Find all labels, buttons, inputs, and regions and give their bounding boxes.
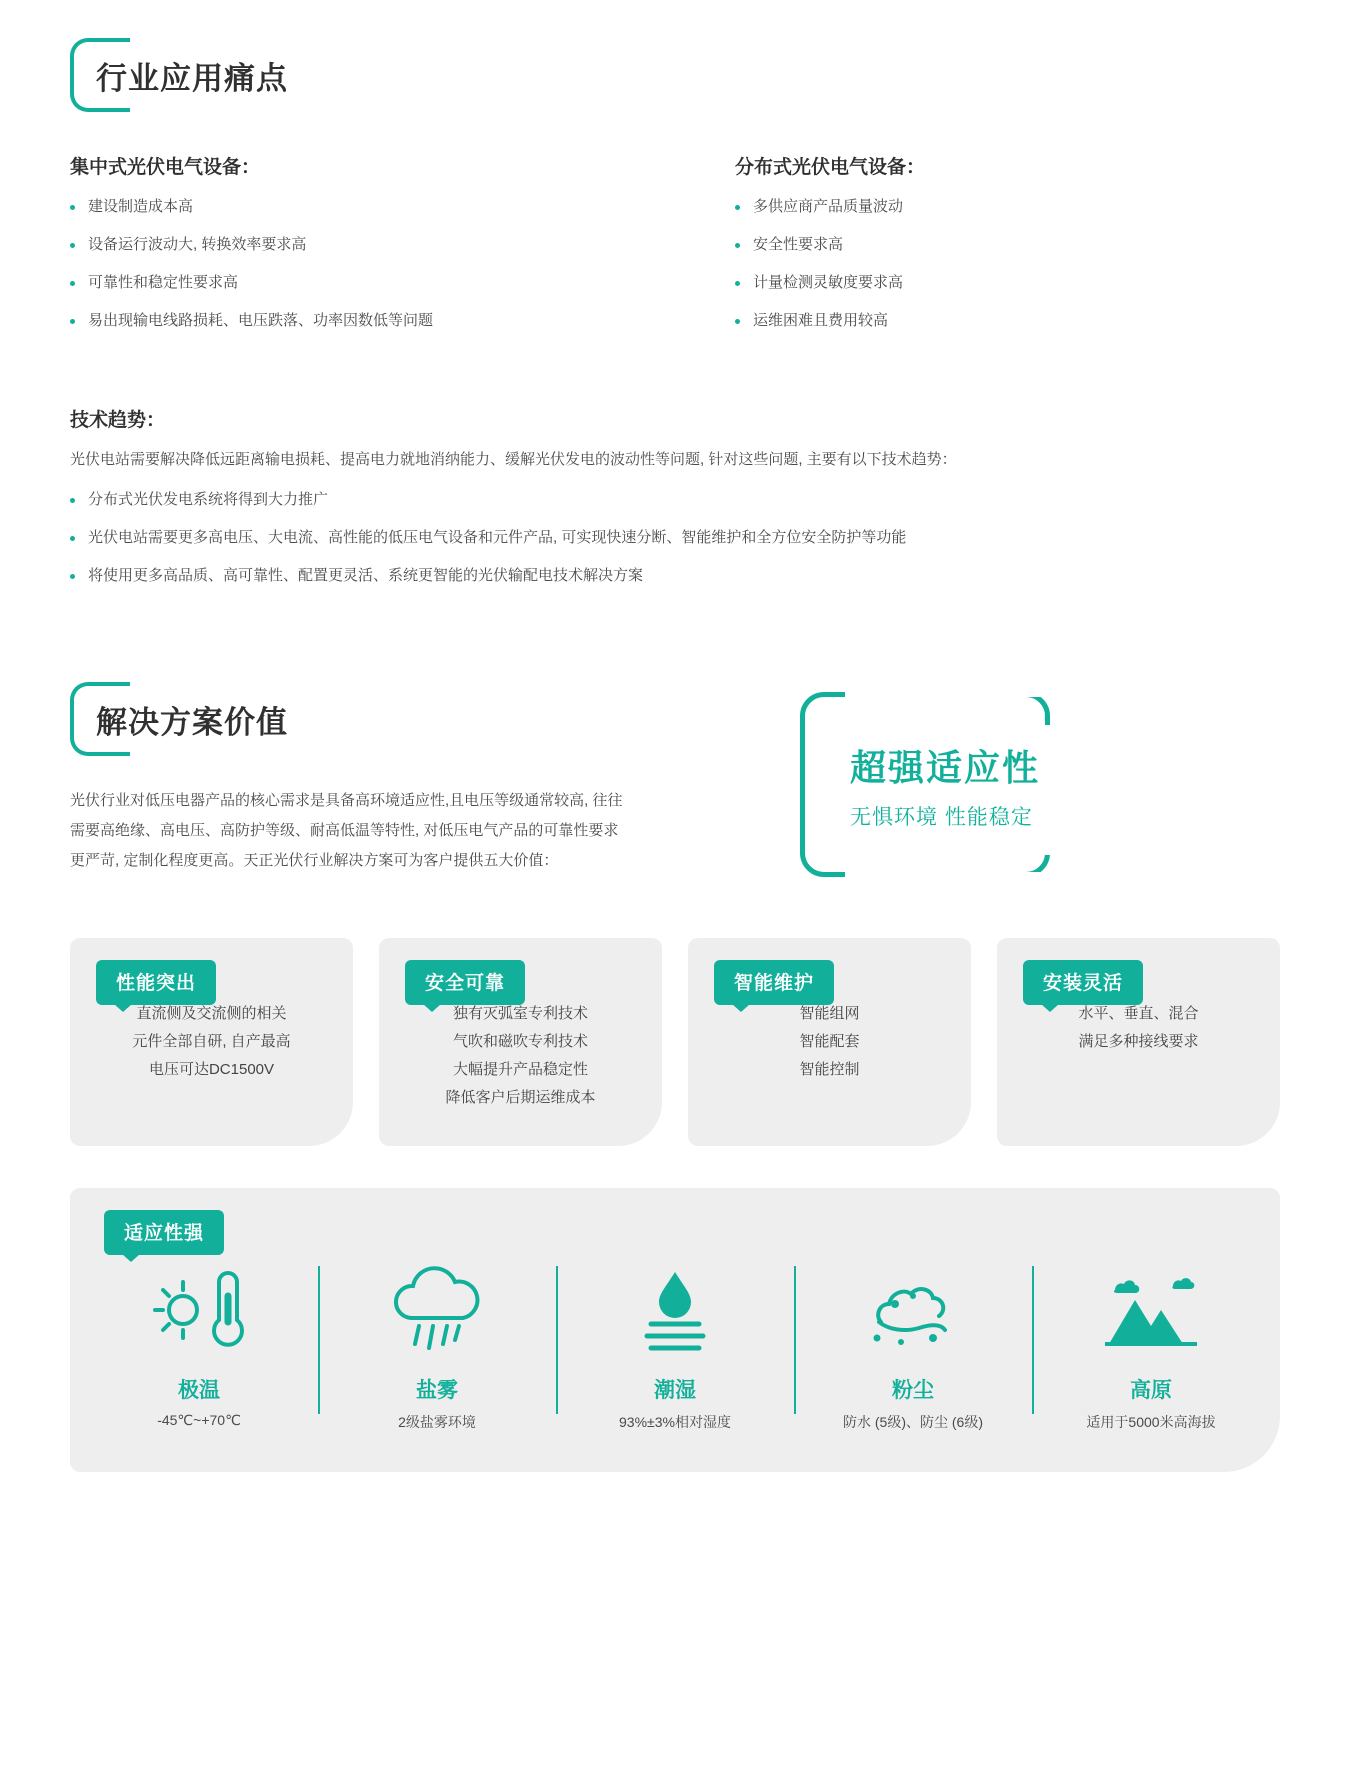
pain-column-distributed [675,152,1280,349]
pain-section-header [70,38,1280,112]
card-line: 满足多种接线要求 [1078,1033,1199,1050]
card-line: 气吹和磁吹专利技术 [452,1033,588,1050]
strip-item-value: 适用于5000米高海拔 [1086,1414,1216,1430]
strip-items [80,1262,1270,1432]
list-item: 可靠性和稳定性要求高 [70,273,675,293]
card-line: 大幅提升产品稳定性 [452,1061,588,1078]
card-tag: 安全可靠 [405,960,525,1005]
card-line: 智能控制 [799,1061,860,1078]
humidity-icon [566,1262,784,1358]
strip-item-name: 潮湿 [654,1379,696,1402]
strip-item-name: 粉尘 [892,1379,934,1402]
card-tag: 智能维护 [714,960,834,1005]
adaptability-banner [800,692,1100,877]
list-item: 安全性要求高 [735,235,1280,255]
value-card [379,938,662,1146]
card-body [393,1000,648,1112]
strip-item-dust [794,1262,1032,1432]
banner-headline: 超强适应性 [850,747,1041,788]
value-description: 光伏行业对低压电器产品的核心需求是具备高环境适应性,且电压等级通常较高, 往往需要高绝缘、高电压、高防护等级、耐高低温等特性, 对低压电气产品的可靠性要求更严苛, 定制化程度更高。天正光伏行业解决方案可为客户提供五大价值： [70,792,623,869]
list-item: 运维困难且费用较高 [735,311,1280,331]
value-section-title: 解决方案价值 [96,704,288,740]
banner-subhead: 无惧环境 性能稳定 [850,806,1033,829]
card-body [702,1000,957,1084]
strip-item-name: 极温 [178,1379,220,1402]
card-line: 智能配套 [799,1033,860,1050]
pain-column-title: 分布式光伏电气设备： [735,157,926,178]
pain-list-distributed [735,197,1280,331]
list-item: 设备运行波动大, 转换效率要求高 [70,235,675,255]
card-tag: 性能突出 [96,960,216,1005]
strip-item-name: 高原 [1130,1379,1172,1402]
temperature-icon [90,1262,308,1358]
value-section [70,682,1280,1472]
list-item: 光伏电站需要更多高电压、大电流、高性能的低压电气设备和元件产品, 可实现快速分断、智能维护和全方位安全防护等功能 [70,528,1280,548]
banner-text [850,740,1040,831]
strip-item-value: 防水 (5级)、防尘 (6级) [843,1414,983,1430]
strip-tag: 适应性强 [104,1210,224,1255]
pain-list-centralized [70,197,675,331]
value-card [688,938,971,1146]
strip-item-value: 2级盐雾环境 [398,1414,476,1430]
tech-trend-section [70,405,1280,586]
card-body [84,1000,339,1084]
strip-item-value: -45℃~+70℃ [157,1412,241,1428]
dust-icon [804,1262,1022,1358]
list-item: 易出现输电线路损耗、电压跌落、功率因数低等问题 [70,311,675,331]
list-item: 分布式光伏发电系统将得到大力推广 [70,490,1280,510]
plateau-icon [1042,1262,1260,1358]
strip-item-plateau [1032,1262,1270,1432]
value-card [70,938,353,1146]
page-title: 行业应用痛点 [96,60,288,96]
strip-item-name: 盐雾 [416,1379,458,1402]
card-line: 独有灭弧室专利技术 [452,1005,588,1022]
strip-item-humidity [556,1262,794,1432]
card-line: 直流侧及交流侧的相关 [136,1005,287,1022]
card-line: 电压可达DC1500V [148,1061,275,1078]
card-tag: 安装灵活 [1023,960,1143,1005]
salt-fog-icon [328,1262,546,1358]
strip-item-value: 93%±3%相对湿度 [619,1414,731,1430]
pain-column-title: 集中式光伏电气设备： [70,157,261,178]
card-line: 智能组网 [799,1005,860,1022]
list-item: 将使用更多高品质、高可靠性、配置更灵活、系统更智能的光伏输配电技术解决方案 [70,566,1280,586]
card-line: 水平、垂直、混合 [1078,1005,1199,1022]
strip-item-temperature [80,1262,318,1432]
strip-item-salt-fog [318,1262,556,1432]
card-line: 元件全部自研, 自产最高 [132,1033,291,1050]
value-card [997,938,1280,1146]
pain-points-columns [70,152,1280,349]
value-cards [70,938,1280,1146]
tech-trend-title: 技术趋势： [70,410,166,431]
list-item: 计量检测灵敏度要求高 [735,273,1280,293]
card-line: 降低客户后期运维成本 [445,1089,596,1106]
pain-column-centralized [70,152,675,349]
tech-trend-lead: 光伏电站需要解决降低远距离输电损耗、提高电力就地消纳能力、缓解光伏发电的波动性等问题, 针对这些问题, 主要有以下技术趋势： [70,451,957,468]
tech-trend-list [70,490,1280,586]
list-item: 多供应商产品质量波动 [735,197,1280,217]
list-item: 建设制造成本高 [70,197,675,217]
adaptability-strip [70,1188,1280,1472]
